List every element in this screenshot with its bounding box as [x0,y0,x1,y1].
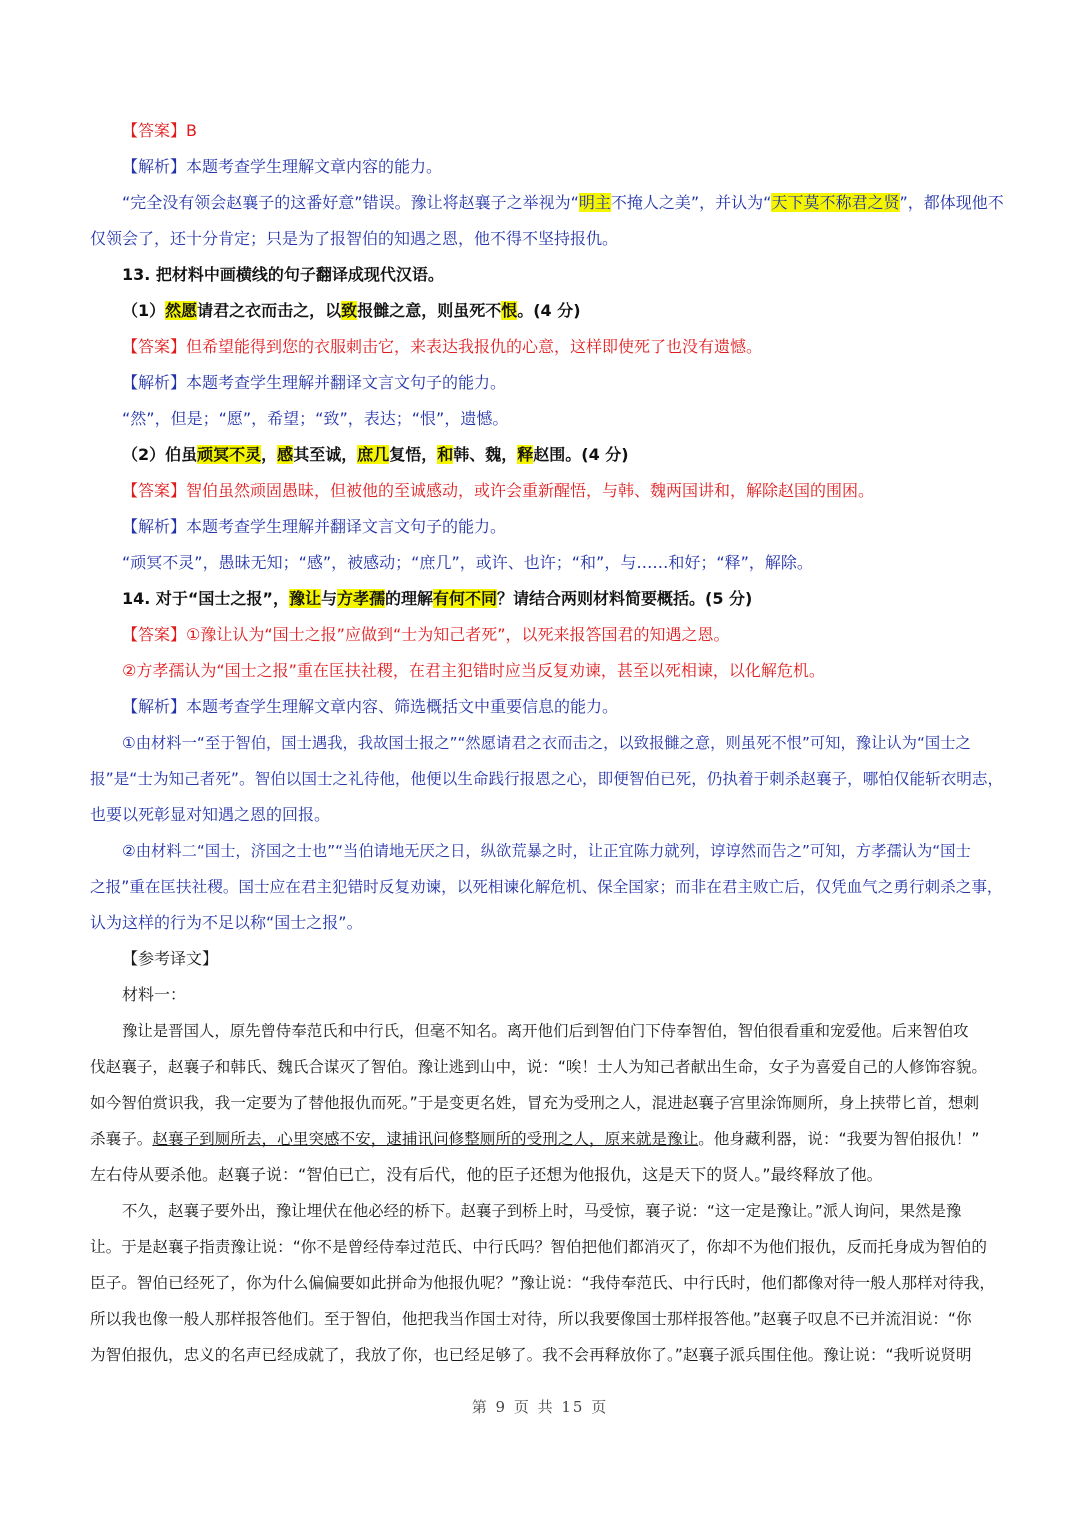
underlined-sentence: 赵襄子到厕所去，心里突感不安，逮捕讯问修整厕所的受刑之人，原来就是豫让 [152,1130,699,1148]
text-run: 韩、魏， [453,445,518,464]
answer-tag: 【答案】 [122,481,187,500]
text-run: （1） [122,301,166,320]
ref-title: 【参考译文】 [122,949,219,968]
answer-value: B [186,121,197,140]
ref-p2-line-1: 不久，赵襄子要外出，豫让埋伏在他必经的桥下。赵襄子到桥上时，马受惊，襄子说：“这一定是豫让。”派人询问，果然是豫 [122,1202,962,1220]
text-run: 。(4 分) [517,301,581,320]
text-run: 请君之衣而击之，以 [197,301,342,320]
text-run: 。他身藏利器，说：“我要为智伯报仇！” [698,1130,980,1148]
answer-tag: 【答案】 [122,121,187,140]
answer-tag: 【答案】 [122,337,187,356]
q14-answer-1 [122,624,1032,646]
text-run: ？请结合两则材料简要概括。(5 分) [497,589,753,608]
answer-tag: 【答案】 [122,625,187,644]
text-run: 杀襄子。 [90,1130,153,1148]
answer-text: 但希望能得到您的衣服刺击它，来表达我报仇的心意，这样即使死了也没有遗憾。 [186,337,763,356]
q14-p1-line-2: 报”是“士为知己者死”。智伯以国士之礼待他，他便以生命践行报恩之心，即便智伯已死，仍执着于刺杀赵襄子，哪怕仅能斩衣明志， [90,770,1004,788]
q13-s1-analysis [122,372,1032,394]
analysis-tag: 【解析】 [122,157,187,176]
answer-text: 智伯虽然顽固愚昧，但被他的至诚感动，或许会重新醒悟，与韩、魏两国讲和，解除赵国的围困。 [186,481,875,500]
highlight: 有何不同 [433,589,498,608]
q12-analysis [122,156,1032,178]
q14-p2-line-2: 之报”重在匡扶社稷。国士应在君主犯错时反复劝谏，以死相谏化解危机、保全国家；而非在君主败亡后，仅凭血气之勇行刺杀之事， [90,878,1003,896]
highlight: 豫让 [288,589,321,608]
q12-explain-line-2: 仅领会了，还十分肯定；只是为了报智伯的知遇之恩，他不得不坚持报仇。 [90,229,619,248]
q14-analysis [122,696,1032,718]
q14-answer-2: ②方孝孺认为“国士之报”重在匡扶社稷，在君主犯错时应当反复劝谏，甚至以死相谏，以化解危机。 [122,661,825,680]
text-run: ”，都体现他不 [899,193,1004,212]
text-run: 与 [320,589,337,608]
highlight: 然愿 [165,301,198,320]
ref-p1-line-1: 豫让是晋国人，原先曾侍奉范氏和中行氏，但毫不知名。离开他们后到智伯门下侍奉智伯，智伯很看重和宠爱他。后来智伯攻 [122,1022,969,1040]
text-run: 的理解 [385,589,434,608]
text-run: （2）伯虽 [122,445,198,464]
highlight: 感 [277,445,294,464]
ref-material-label: 材料一： [122,985,187,1004]
q14-title [122,588,1032,610]
q12-explain-line-1 [122,192,1032,214]
analysis-text: 本题考查学生理解并翻译文言文句子的能力。 [186,517,507,536]
q13-s2-analysis [122,516,1032,538]
analysis-tag: 【解析】 [122,697,187,716]
highlight: 恨 [501,301,518,320]
text-run: “完全没有领会赵襄子的这番好意”错误。豫让将赵襄子之举视为“ [122,193,579,212]
analysis-text: 本题考查学生理解文章内容的能力。 [186,157,443,176]
text-run: ， [261,445,278,464]
ref-p2-line-4: 所以我也像一般人那样报答他们。至于智伯，他把我当作国士对待，所以我要像国士那样报答他。”赵襄子叹息不已并流泪说：“你 [90,1310,972,1328]
highlight: 释 [517,445,534,464]
q13-sentence-2 [122,444,1032,466]
q13-sentence-1 [122,300,1032,322]
ref-p2-line-3: 臣子。智伯已经死了，你为什么偏偏要如此拼命为他报仇呢？”豫让说：“我侍奉范氏、中行氏时，他们都像对待一般人那样对待我， [90,1274,996,1292]
q13-s1-points: “然”，但是；“愿”，希望；“致”，表达；“恨”，遗憾。 [122,409,509,428]
highlight: 方孝孺 [336,589,385,608]
ref-p2-line-5: 为智伯报仇，忠义的名声已经成就了，我放了你，也已经足够了。我不会再释放你了。”赵襄子派兵围住他。豫让说：“我听说贤明 [90,1346,972,1364]
analysis-text: 本题考查学生理解并翻译文言文句子的能力。 [186,373,507,392]
q14-p1-line-1: ①由材料一“至于智伯，国士遇我，我故国士报之”“然愿请君之衣而击之，以致报雠之意，则虽死不恨”可知，豫让认为“国士之 [122,734,971,752]
ref-p1-line-2: 伐赵襄子，赵襄子和韩氏、魏氏合谋灭了智伯。豫让逃到山中，说：“唉！士人为知己者献出生命，女子为喜爱自己的人修饰容貌。 [90,1058,987,1076]
q13-s2-answer [122,480,1032,502]
highlight: 顽冥不灵 [197,445,262,464]
q12-answer [122,120,1032,142]
highlight: 和 [437,445,454,464]
page-footer: 第 9 页 共 15 页 [471,1398,609,1416]
ref-p1-line-3: 如今智伯赏识我，我一定要为了替他报仇而死。”于是变更名姓，冒充为受刑之人，混进赵襄子宫里涂饰厕所，身上挟带匕首，想刺 [90,1094,980,1112]
q14-p2-line-3: 认为这样的行为不足以称“国士之报”。 [90,913,363,932]
answer-text: ①豫让认为“国士之报”应做到“士为知己者死”，以死来报答国君的知遇之恩。 [186,625,730,644]
text-run: 赵围。(4 分) [533,445,629,464]
highlight: 庶几 [357,445,390,464]
q14-p1-line-3: 也要以死彰显对知遇之恩的回报。 [90,805,331,824]
highlight: 致 [341,301,358,320]
q13-title: 13. 把材料中画横线的句子翻译成现代汉语。 [122,265,444,284]
text-run: 报雠之意，则虽死不 [357,301,502,320]
ref-p2-line-2: 让。于是赵襄子指责豫让说：“你不是曾经侍奉过范氏、中行氏吗？智伯把他们都消灭了，你却不为他们报仇，反而托身成为智伯的 [90,1238,987,1256]
highlight: 明主 [578,193,611,212]
q14-p2-line-1: ②由材料二“国士，济国之士也”“当伯请地无厌之日，纵欲荒暴之时，让正宜陈力就列，谆谆然而告之”可知，方孝孺认为“国士 [122,842,971,860]
text-run: 复悟， [389,445,438,464]
ref-p1-line-4 [90,1128,1000,1150]
q13-s2-points: “顽冥不灵”，愚昧无知；“感”，被感动；“庶几”，或许、也许；“和”，与……和好；“释”，解除。 [122,553,813,572]
text-run: 14. 对于“国士之报”， [122,589,289,608]
q13-s1-answer [122,336,1032,358]
text-run: 不掩人之美”，并认为“ [610,193,772,212]
analysis-tag: 【解析】 [122,373,187,392]
ref-p1-line-5: 左右侍从要杀他。赵襄子说：“智伯已亡，没有后代，他的臣子还想为他报仇，这是天下的贤人。”最终释放了他。 [90,1165,883,1184]
highlight: 天下莫不称君之贤 [771,193,900,212]
analysis-tag: 【解析】 [122,517,187,536]
analysis-text: 本题考查学生理解文章内容、筛选概括文中重要信息的能力。 [186,697,619,716]
text-run: 其至诚， [293,445,358,464]
